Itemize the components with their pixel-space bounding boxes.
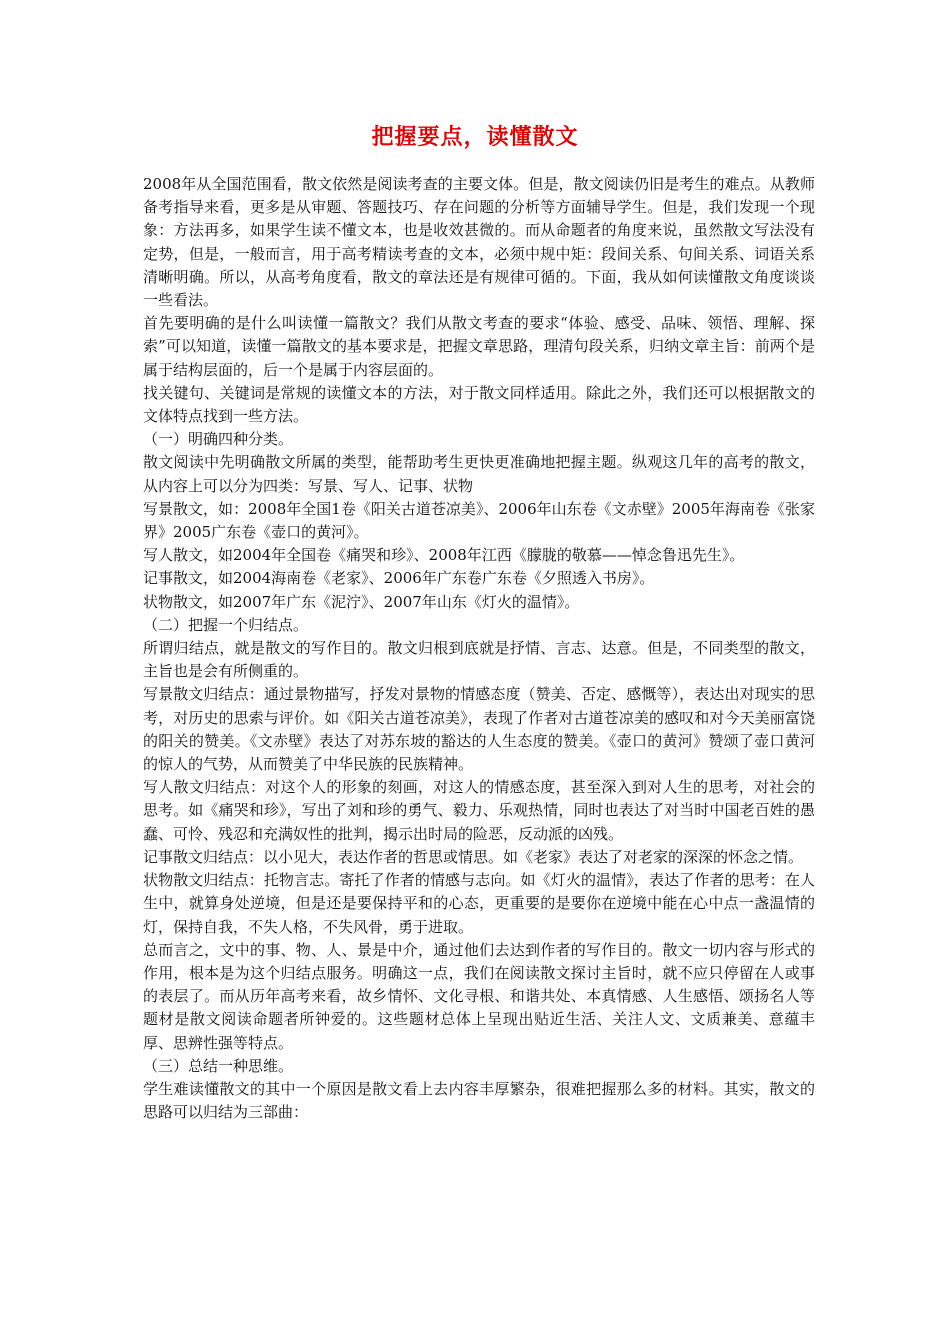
paragraph: 首先要明确的是什么叫读懂一篇散文？我们从散文考查的要求“体验、感受、品味、领悟、理解、探索”可以知道，读懂一篇散文的基本要求是，把握文章思路，理清句段关系，归纳文章主旨：前两个是属于结构层面的，后一个是属于内容层面的。	[143, 314, 815, 379]
paragraph: 所谓归结点，就是散文的写作目的。散文归根到底就是抒情、言志、达意。但是，不同类型的散文，主旨也是会有所侧重的。	[143, 639, 815, 681]
paragraph: 找关键句、关键词是常规的读懂文本的方法，对于散文同样适用。除此之外，我们还可以根据散文的文体特点找到一些方法。	[143, 383, 815, 426]
paragraph: 记事散文归结点：以小见大，表达作者的哲思或情思。如《老家》表达了对老家的深深的怀念之情。	[143, 847, 804, 866]
section-heading: （一）明确四种分类。	[143, 430, 294, 449]
paragraph: 总而言之，文中的事、物、人、景是中介，通过他们去达到作者的写作目的。散文一切内容与形式的作用，根本是为这个归结点服务。明确这一点，我们在阅读散文探讨主旨时，就不应只停留在人或事的表层了。而从历年高考来看，故乡情怀、文化寻根、和谐共处、本真情感、人生感悟、颂扬名人等题材是散文阅读命题者所钟爱的。这些题材总体上呈现出贴近生活、关注人文、文质兼美、意蕴丰厚、思辨性强等特点。	[143, 940, 815, 1052]
paragraph: 写景散文，如：2008年全国1卷《阳关古道苍凉美》、2006年山东卷《文赤壁》2005年海南卷《张家界》2005广东卷《壶口的黄河》。	[143, 499, 815, 542]
section-heading: （三）总结一种思维。	[143, 1056, 294, 1075]
paragraph: 写人散文，如2004年全国卷《痛哭和珍》、2008年江西《朦胧的敬慕——悼念鲁迅先生》。	[143, 546, 745, 565]
paragraph: 写人散文归结点：对这个人的形象的刻画，对这人的情感态度，甚至深入到对人生的思考，对社会的思考。如《痛哭和珍》，写出了刘和珍的勇气、毅力、乐观热情，同时也表达了对当时中国老百姓的愚蠢、可怜、残忍和充满奴性的批判，揭示出时局的险恶，反动派的凶残。	[143, 778, 815, 843]
paragraph: 散文阅读中先明确散文所属的类型，能帮助考生更快更准确地把握主题。纵观这几年的高考的散文，从内容上可以分为四类：写景、写人、记事、状物	[143, 453, 815, 495]
section-heading: （二）把握一个归结点。	[143, 615, 309, 634]
paragraph: 2008年从全国范围看，散文依然是阅读考查的主要文体。但是，散文阅读仍旧是考生的难点。从教师备考指导来看，更多是从审题、答题技巧、存在问题的分析等方面辅导学生。但是，我们发现一个现象：方法再多，如果学生读不懂文本，也是收效甚微的。而从命题者的角度来说，虽然散文写法没有定势，但是，一般而言，用于高考精读考查的文本，必须中规中矩：段间关系、句间关系、词语关系清晰明确。所以，从高考角度看，散文的章法还是有规律可循的。下面，我从如何读懂散文角度谈谈一些看法。	[143, 175, 815, 310]
paragraph: 状物散文归结点：托物言志。寄托了作者的情感与志向。如《灯火的温情》，表达了作者的思考：在人生中，就算身处逆境，但是还是要保持平和的心态，更重要的是要你在逆境中能在心中点一盏温情的灯，保持自我，不失人格，不失风骨，勇于进取。	[143, 871, 815, 936]
paragraph: 记事散文，如2004海南卷《老家》、2006年广东卷广东卷《夕照透入书房》。	[143, 569, 655, 588]
paragraph: 写景散文归结点：通过景物描写，抒发对景物的情感态度（赞美、否定、感慨等），表达出对现实的思考，对历史的思索与评价。如《阳关古道苍凉美》，表现了作者对古道苍凉美的感叹和对今天美丽富饶的阳关的赞美。《文赤壁》表达了对苏东坡的豁达的人生态度的赞美。《壶口的黄河》赞颂了壶口黄河的惊人的气势，从而赞美了中华民族的民族精神。	[143, 685, 815, 774]
document-body	[143, 173, 815, 1124]
document-title: 把握要点，读懂散文	[371, 124, 579, 150]
paragraph: 学生难读懂散文的其中一个原因是散文看上去内容丰厚繁杂，很难把握那么多的材料。其实，散文的思路可以归结为三部曲：	[143, 1079, 815, 1122]
paragraph: 状物散文，如2007年广东《泥泞》、2007年山东《灯火的温情》。	[143, 592, 580, 611]
